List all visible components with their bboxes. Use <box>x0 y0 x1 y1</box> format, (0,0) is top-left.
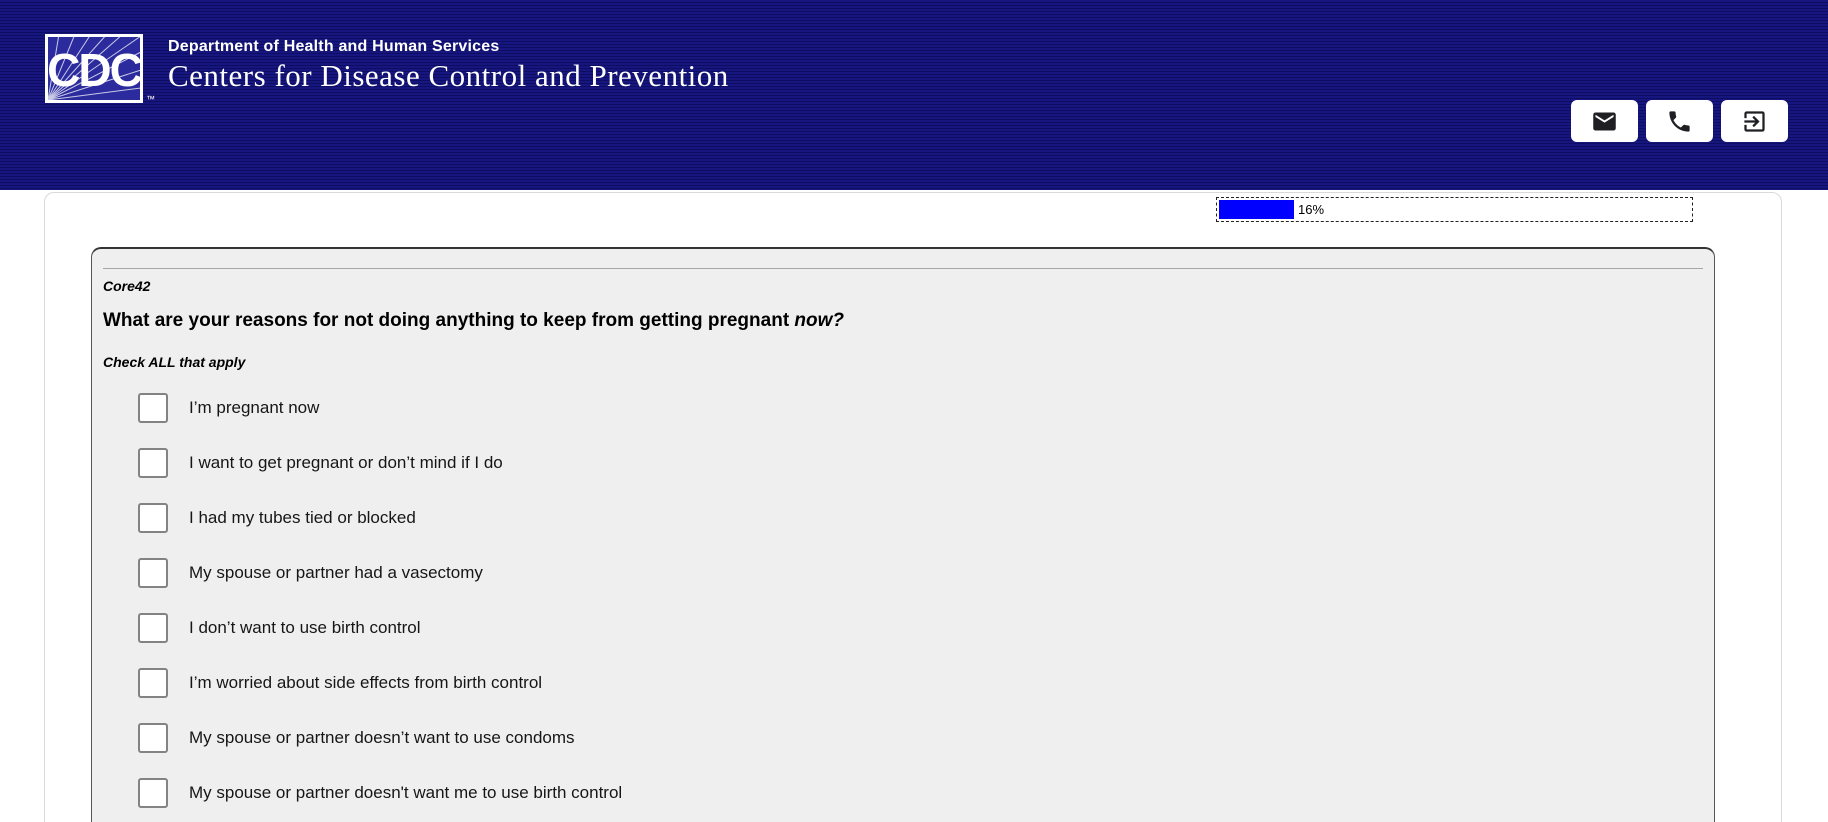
phone-icon <box>1666 108 1693 135</box>
phone-button[interactable] <box>1646 100 1713 142</box>
option-label[interactable]: My spouse or partner doesn’t want to use condoms <box>189 727 575 747</box>
trademark-symbol: ™ <box>146 94 155 104</box>
exit-icon <box>1741 108 1768 135</box>
option-row <box>103 655 1703 710</box>
question-text-main: What are your reasons for not doing anything to keep from getting pregnant <box>103 310 795 331</box>
option-checkbox[interactable] <box>138 393 168 423</box>
exit-button[interactable] <box>1721 100 1788 142</box>
cdc-logo-icon <box>45 34 143 103</box>
option-checkbox[interactable] <box>138 558 168 588</box>
envelope-icon <box>1591 108 1618 135</box>
card-top-rule <box>103 268 1703 269</box>
option-label[interactable]: I’m pregnant now <box>189 397 320 417</box>
option-checkbox[interactable] <box>138 668 168 698</box>
option-label[interactable]: I had my tubes tied or blocked <box>189 507 416 527</box>
option-label[interactable]: I don’t want to use birth control <box>189 617 421 637</box>
option-row <box>103 545 1703 600</box>
options-list <box>103 380 1703 820</box>
option-row <box>103 435 1703 490</box>
question-id: Core42 <box>103 278 151 294</box>
question-text-emphasis: now? <box>794 310 845 331</box>
option-row <box>103 710 1703 765</box>
svg-text:CDC: CDC <box>47 44 141 96</box>
email-button[interactable] <box>1571 100 1638 142</box>
option-row <box>103 765 1703 820</box>
progress-percent-label: 16% <box>1298 202 1325 217</box>
option-row <box>103 490 1703 545</box>
option-row <box>103 600 1703 655</box>
question-card <box>91 247 1715 822</box>
option-checkbox[interactable] <box>138 503 168 533</box>
organization-title: Centers for Disease Control and Prevention <box>168 58 729 93</box>
option-checkbox[interactable] <box>138 723 168 753</box>
option-checkbox[interactable] <box>138 778 168 808</box>
question-text <box>103 310 1703 332</box>
option-checkbox[interactable] <box>138 448 168 478</box>
department-title: Department of Health and Human Services <box>168 38 500 55</box>
cdc-logo <box>45 34 143 103</box>
header-banner <box>0 0 1828 190</box>
header-titles <box>168 38 729 94</box>
header-toolbar <box>1571 100 1788 142</box>
option-label[interactable]: My spouse or partner doesn't want me to use birth control <box>189 782 623 802</box>
option-label[interactable]: I’m worried about side effects from birth control <box>189 672 543 692</box>
question-instruction: Check ALL that apply <box>103 354 246 370</box>
option-label[interactable]: I want to get pregnant or don’t mind if I do <box>189 452 503 472</box>
option-label[interactable]: My spouse or partner had a vasectomy <box>189 562 483 582</box>
option-checkbox[interactable] <box>138 613 168 643</box>
progress-bar <box>1216 197 1693 222</box>
progress-bar-fill <box>1219 200 1294 219</box>
option-row <box>103 380 1703 435</box>
